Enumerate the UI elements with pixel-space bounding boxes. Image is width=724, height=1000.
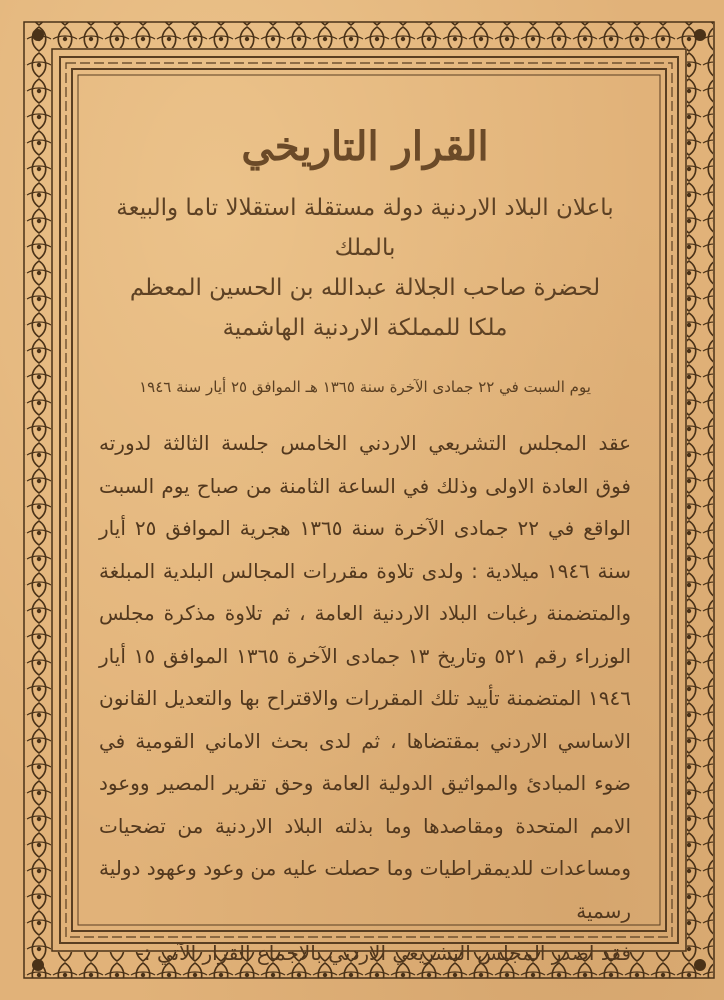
document-content: [95, 115, 635, 965]
heading-line-2: لحضرة صاحب الجلالة عبدالله بن الحسين المعظم: [129, 275, 601, 301]
resolution-body: عقد المجلس التشريعي الاردني الخامس جلسة الثالثة لدورته فوق العادة الاولى وذلك في الساعة الثامنة من صباح يوم السبت الواقع في ٢٢ جمادى الآخرة سنة ١٣٦٥ هجرية الموافق ٢٥ أيار سنة ١٩٤٦ ميلادية : ولدى تلاوة مقررات المجالس البلدية المبلغة والمتضمنة رغبات البلاد الاردنية العامة ، ثم تلاوة مذكرة مجلس الوزراء رقم ٥٢١ وتاريخ ١٣ جمادى الآخرة ١٣٦٥ الموافق ١٥ أيار ١٩٤٦ المتضمنة تأييد تلك المقررات والاقتراح بها والتعديل القانون الاساسي الاردني بمقتضاها ، ثم لدى بحث الاماني القومية في ضوء المبادئ والمواثيق الدولية العامة وحق تقرير المصير ووعود الامم المتحدة ومقاصدها وما بذلته البلاد الاردنية من تضحيات ومساعدات للديمقراطيات وما حصلت عليه من وعود وعهود دولية رسمية: [99, 431, 631, 923]
resolution-closing: فقد اصدر المجلس التشريعي الاردني بالاجماع القرار الآتي :-: [136, 941, 631, 965]
heading-line-1: باعلان البلاد الاردنية دولة مستقلة استقلالا تاما والبيعة بالملك: [116, 195, 614, 261]
document-title: القرار التاريخي: [241, 123, 489, 170]
heading-line-3: ملكا للمملكة الاردنية الهاشمية: [222, 315, 508, 341]
date-line: يوم السبت في ٢٢ جمادى الآخرة سنة ١٣٦٥ هـ الموافق ٢٥ أيار سنة ١٩٤٦: [139, 378, 591, 396]
